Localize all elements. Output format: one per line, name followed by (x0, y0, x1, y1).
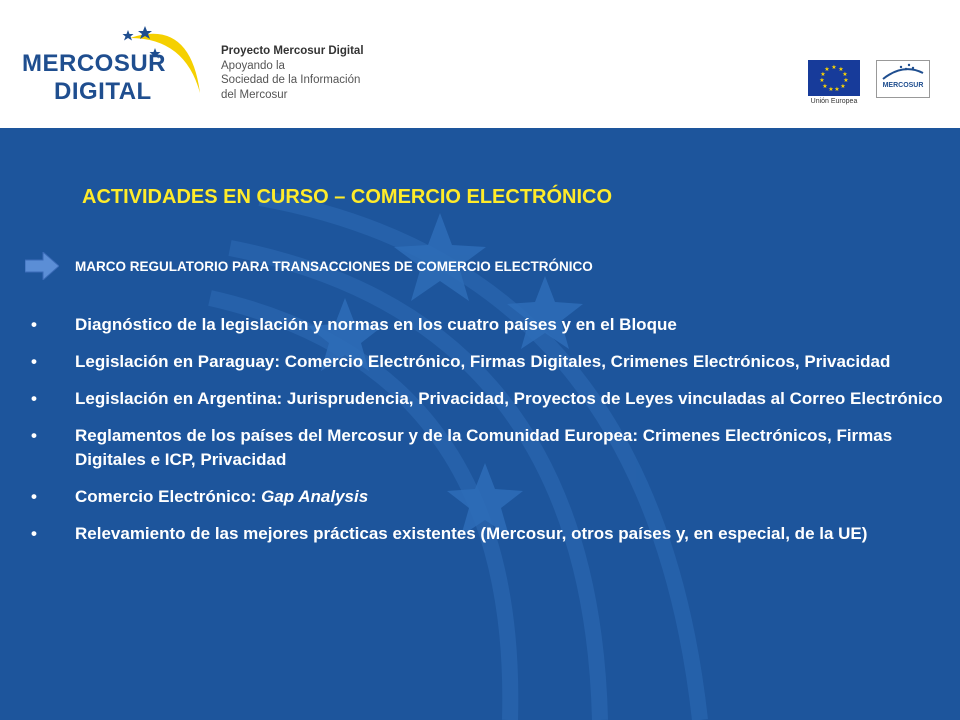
svg-text:★: ★ (824, 66, 830, 73)
project-line: Apoyando la (221, 59, 285, 72)
bullet-text: Relevamiento de las mejores prácticas existentes (Mercosur, otros países y, en especial, de la UE) (75, 524, 868, 543)
list-item (28, 522, 948, 546)
bullet-text: Legislación en Argentina: Jurisprudencia, Privacidad, Proyectos de Leyes vinculadas al Correo Electrónico (75, 389, 943, 408)
list-item (28, 350, 948, 374)
section-subtitle: MARCO REGULATORIO PARA TRANSACCIONES DE COMERCIO ELECTRÓNICO (75, 259, 593, 274)
svg-text:★: ★ (834, 86, 840, 93)
bullet-dot: • (31, 426, 37, 445)
list-item (28, 313, 948, 337)
bullet-text: Reglamentos de los países del Mercosur y de la Comunidad Europea: Crimenes Electrónicos, Firmas Digitales e ICP, Privacidad (75, 426, 893, 469)
project-line: Sociedad de la Información (221, 74, 361, 86)
svg-text:★: ★ (838, 66, 844, 73)
list-item (28, 485, 948, 509)
project-line: del Mercosur (221, 88, 288, 101)
bullet-dot: • (31, 524, 37, 543)
header-bar (0, 0, 960, 128)
bullet-dot: • (31, 487, 37, 506)
bullet-list (28, 313, 948, 559)
bullet-text-italic: Gap Analysis (261, 487, 369, 506)
logo-line-1: MERCOSUR (22, 50, 167, 77)
eu-label: Unión Europea (810, 98, 858, 105)
svg-text:★: ★ (840, 83, 846, 90)
svg-text:★: ★ (819, 77, 825, 84)
bullet-dot: • (31, 315, 37, 334)
list-item (28, 424, 948, 472)
bullet-text: Legislación en Paraguay: Comercio Electrónico, Firmas Digitales, Crimenes Electrónicos, Privacidad (75, 352, 891, 371)
list-item (28, 387, 948, 411)
bullet-text: Comercio Electrónico: (75, 487, 262, 506)
svg-text:★: ★ (822, 83, 828, 90)
mercosur-label: MERCOSUR (882, 82, 924, 89)
logo-line-2: DIGITAL (54, 78, 152, 105)
arrow-right-icon (25, 252, 59, 280)
svg-text:★: ★ (842, 71, 848, 78)
bullet-dot: • (31, 352, 37, 371)
eu-flag-icon (808, 60, 860, 96)
svg-text:★: ★ (831, 64, 837, 71)
bullet-dot: • (31, 389, 37, 408)
svg-text:★: ★ (843, 77, 849, 84)
svg-text:★: ★ (828, 86, 834, 93)
bullet-text: Diagnóstico de la legislación y normas en los cuatro países y en el Bloque (75, 315, 677, 334)
mercosur-digital-logo (22, 50, 166, 106)
project-description (221, 44, 364, 102)
mercosur-flag-icon (876, 60, 930, 98)
project-line: Proyecto Mercosur Digital (221, 45, 364, 57)
svg-text:★: ★ (820, 71, 826, 78)
slide-title: ACTIVIDADES EN CURSO – COMERCIO ELECTRÓNICO (82, 186, 613, 208)
